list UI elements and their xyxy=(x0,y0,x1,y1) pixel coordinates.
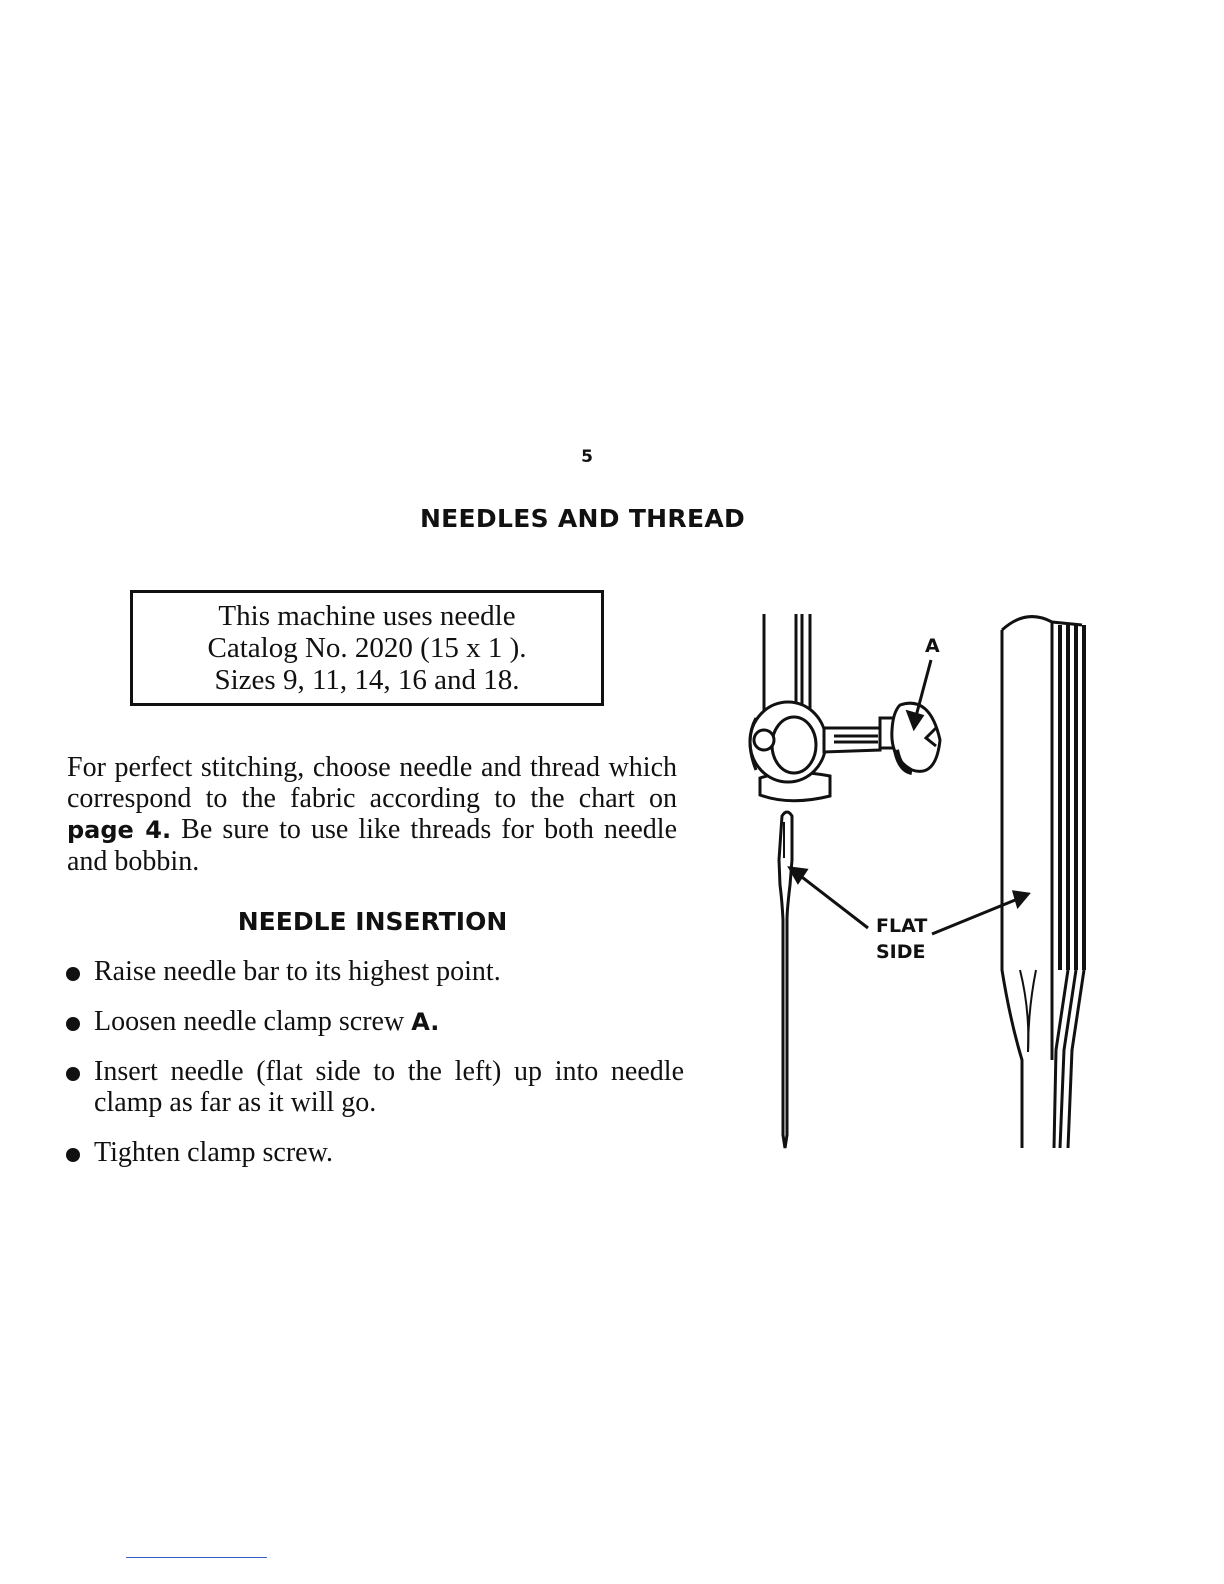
footer-rule xyxy=(126,1557,267,1558)
list-item xyxy=(64,1137,684,1169)
page-reference: page 4. xyxy=(67,816,172,844)
step-bold: A. xyxy=(411,1008,440,1036)
step-text: Raise needle bar to its highest point. xyxy=(94,956,501,987)
intro-text-after: Be sure to use like threads for both needle and bobbin. xyxy=(67,814,677,877)
small-needle-icon xyxy=(779,812,792,1148)
label-a: A xyxy=(925,635,940,657)
catalog-box-line-1: This machine uses needle xyxy=(218,600,516,632)
page-number: 5 xyxy=(581,447,593,467)
step-text: Loosen needle clamp screw xyxy=(94,1006,412,1037)
needle-clamp-icon xyxy=(750,702,896,801)
step-text: Insert needle (flat side to the left) up into needle clamp as far as it will go. xyxy=(94,1056,684,1118)
catalog-info-box xyxy=(130,590,604,706)
step-text: Tighten clamp screw. xyxy=(94,1137,333,1168)
label-side: SIDE xyxy=(876,941,926,963)
bullet-icon xyxy=(66,1017,80,1031)
flat-side-arrow-left-icon xyxy=(790,868,868,928)
list-item xyxy=(64,956,684,988)
bullet-icon xyxy=(66,1148,80,1162)
catalog-box-line-3: Sizes 9, 11, 14, 16 and 18. xyxy=(214,664,520,696)
intro-paragraph xyxy=(67,752,677,877)
label-flat: FLAT xyxy=(876,915,928,937)
section-title: NEEDLE INSERTION xyxy=(237,907,508,936)
list-item xyxy=(64,1006,684,1038)
bullet-icon xyxy=(66,1067,80,1081)
bullet-icon xyxy=(66,967,80,981)
flat-side-arrow-right-icon xyxy=(932,892,1028,934)
insertion-steps xyxy=(64,956,684,1187)
list-item xyxy=(64,1056,684,1119)
page-title: NEEDLES AND THREAD xyxy=(419,504,746,533)
intro-text-before: For perfect stitching, choose needle and thread which correspond to the fabric according to the chart on xyxy=(67,752,677,814)
catalog-box-line-2: Catalog No. 2020 (15 x 1 ). xyxy=(207,632,527,664)
large-needle-icon xyxy=(1002,617,1084,1148)
needle-illustration xyxy=(730,600,1110,1160)
